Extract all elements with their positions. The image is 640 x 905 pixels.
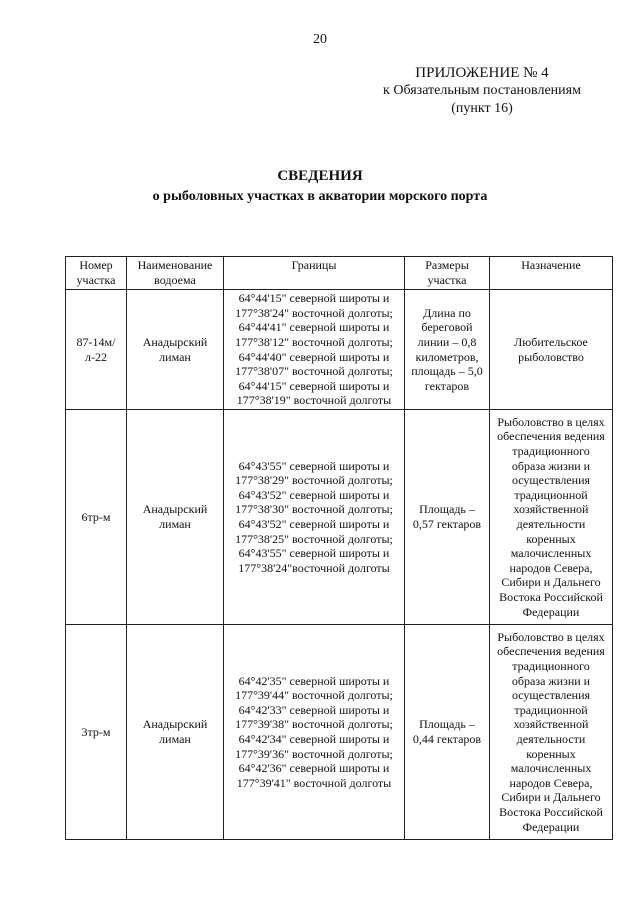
cell-line: 177°39'36" восточной долготы; — [235, 746, 393, 761]
heading-subtitle: о рыболовных участках в акватории морского порта — [152, 189, 488, 204]
cell-borders — [224, 290, 405, 410]
cell-line: Анадырский — [142, 502, 208, 517]
cell-number — [66, 410, 127, 625]
cell-line: 64°43'55" северной широты и — [238, 458, 390, 473]
cell-line: 177°38'30" восточной долготы; — [235, 502, 393, 517]
cell-line: традиционной — [514, 702, 588, 717]
cell-line: 6тр-м — [81, 509, 111, 524]
cell-line: Рыболовство в целях — [497, 414, 605, 429]
cell-line: площадь – 5,0 — [411, 364, 483, 379]
cell-line: осуществления — [511, 473, 591, 488]
cell-line: линии – 0,8 — [417, 334, 477, 349]
cell-size — [405, 410, 490, 625]
cell-purpose — [490, 625, 613, 840]
page-number: 20 — [313, 32, 327, 47]
cell-line: 177°38'29" восточной долготы; — [235, 473, 393, 488]
cell-line: Востока Российской — [499, 804, 603, 819]
cell-line: коренных — [526, 531, 576, 546]
cell-line: Федерации — [522, 604, 580, 619]
cell-number — [66, 625, 127, 840]
cell-size — [405, 290, 490, 410]
table-row — [66, 625, 613, 840]
cell-line: береговой — [421, 320, 473, 335]
cell-line: Анадырский — [142, 717, 208, 732]
cell-line: 64°42'33" северной широты и — [238, 702, 390, 717]
cell-line: километров, — [415, 349, 479, 364]
cell-line: традиционной — [514, 487, 588, 502]
table-row — [66, 290, 613, 410]
cell-line: 64°42'35" северной широты и — [238, 673, 390, 688]
table-header-row — [66, 257, 613, 290]
cell-line: лиман — [159, 517, 191, 531]
cell-line: Сибири и Дальнего — [501, 575, 601, 590]
cell-line: 177°38'24"восточной долготы — [238, 560, 390, 575]
header-borders — [224, 257, 405, 290]
cell-line: Рыболовство в целях — [497, 629, 605, 644]
cell-line: традиционного — [512, 659, 590, 674]
appendix-reference: к Обязательным постановлениям — [383, 83, 581, 98]
cell-line: Площадь – — [419, 502, 475, 517]
cell-line: рыболовство — [518, 349, 584, 364]
cell-line: 64°43'52" северной широты и — [238, 487, 390, 502]
cell-line: традиционного — [512, 444, 590, 459]
header-line: Размеры — [425, 258, 469, 272]
heading-title: СВЕДЕНИЯ — [277, 168, 363, 184]
cell-borders — [224, 625, 405, 840]
appendix-clause: (пункт 16) — [451, 101, 513, 116]
header-line: Номер — [79, 258, 113, 272]
cell-line: 0,44 гектаров — [412, 732, 482, 746]
cell-line: Востока Российской — [499, 589, 603, 604]
cell-line: 64°44'15" северной широты и — [238, 291, 390, 306]
header-purpose — [490, 257, 613, 290]
cell-line: Сибири и Дальнего — [501, 790, 601, 805]
cell-line: 64°44'41" северной широты и — [238, 320, 390, 335]
cell-line: народов Севера, — [509, 775, 593, 790]
cell-line: лиман — [159, 349, 191, 364]
cell-water-body — [127, 625, 224, 840]
header-line: участка — [427, 272, 467, 287]
cell-line: 177°38'24" восточной долготы; — [235, 305, 393, 320]
cell-line: народов Севера, — [509, 560, 593, 575]
header-size — [405, 257, 490, 290]
cell-line: 64°44'15" северной широты и — [238, 378, 390, 393]
header-line: Границы — [291, 258, 337, 272]
cell-line: 177°38'25" восточной долготы; — [235, 531, 393, 546]
header-line: участка — [76, 272, 116, 287]
cell-line: л-22 — [85, 349, 107, 364]
header-water-body — [127, 257, 224, 290]
cell-line: Анадырский — [142, 334, 208, 349]
header-line: водоема — [154, 272, 196, 287]
cell-line: 177°38'12" восточной долготы; — [235, 334, 393, 349]
cell-line: 64°42'34" северной широты и — [238, 732, 390, 746]
header-line: Назначение — [521, 258, 581, 272]
document-heading — [0, 165, 640, 207]
cell-line: Длина по — [423, 305, 471, 320]
appendix-title: ПРИЛОЖЕНИЕ № 4 — [415, 65, 549, 81]
cell-line: образа жизни и — [511, 458, 591, 473]
fishing-areas-table — [65, 256, 613, 840]
cell-line: лиман — [159, 732, 191, 746]
cell-line: Площадь – — [419, 717, 475, 732]
cell-line: 177°39'41" восточной долготы — [236, 775, 392, 790]
cell-line: обеспечения ведения — [497, 429, 605, 444]
cell-line: 87-14м/ — [76, 334, 116, 349]
cell-water-body — [127, 410, 224, 625]
cell-line: 0,57 гектаров — [412, 517, 482, 531]
cell-line: 64°42'36" северной широты и — [238, 761, 390, 776]
table-row — [66, 410, 613, 625]
cell-line: деятельности — [516, 732, 586, 746]
cell-line: 177°39'44" восточной долготы; — [235, 688, 393, 703]
cell-line: 177°38'19" восточной долготы — [236, 393, 392, 408]
cell-size — [405, 625, 490, 840]
cell-line: гектаров — [424, 378, 470, 393]
cell-borders — [224, 410, 405, 625]
cell-line: Любительское — [514, 334, 588, 349]
cell-number — [66, 290, 127, 410]
cell-line: малочисленных — [510, 546, 592, 561]
cell-line: коренных — [526, 746, 576, 761]
cell-line: образа жизни и — [511, 673, 591, 688]
cell-line: осуществления — [511, 688, 591, 703]
cell-line: хозяйственной — [513, 717, 589, 732]
cell-line: деятельности — [516, 517, 586, 531]
cell-line: малочисленных — [510, 761, 592, 776]
cell-purpose — [490, 290, 613, 410]
header-line: Наименование — [137, 258, 213, 272]
cell-line: обеспечения ведения — [497, 644, 605, 659]
cell-line: 177°38'07" восточной долготы; — [235, 364, 393, 379]
cell-purpose — [490, 410, 613, 625]
cell-line: 64°44'40" северной широты и — [238, 349, 390, 364]
cell-line: 177°39'38" восточной долготы; — [235, 717, 393, 732]
cell-water-body — [127, 290, 224, 410]
cell-line: 64°43'55" северной широты и — [238, 546, 390, 561]
cell-line: Федерации — [522, 819, 580, 834]
cell-line: 64°43'52" северной широты и — [238, 517, 390, 531]
cell-line: 3тр-м — [81, 724, 111, 739]
header-number — [66, 257, 127, 290]
cell-line: хозяйственной — [513, 502, 589, 517]
appendix-header — [352, 64, 612, 118]
